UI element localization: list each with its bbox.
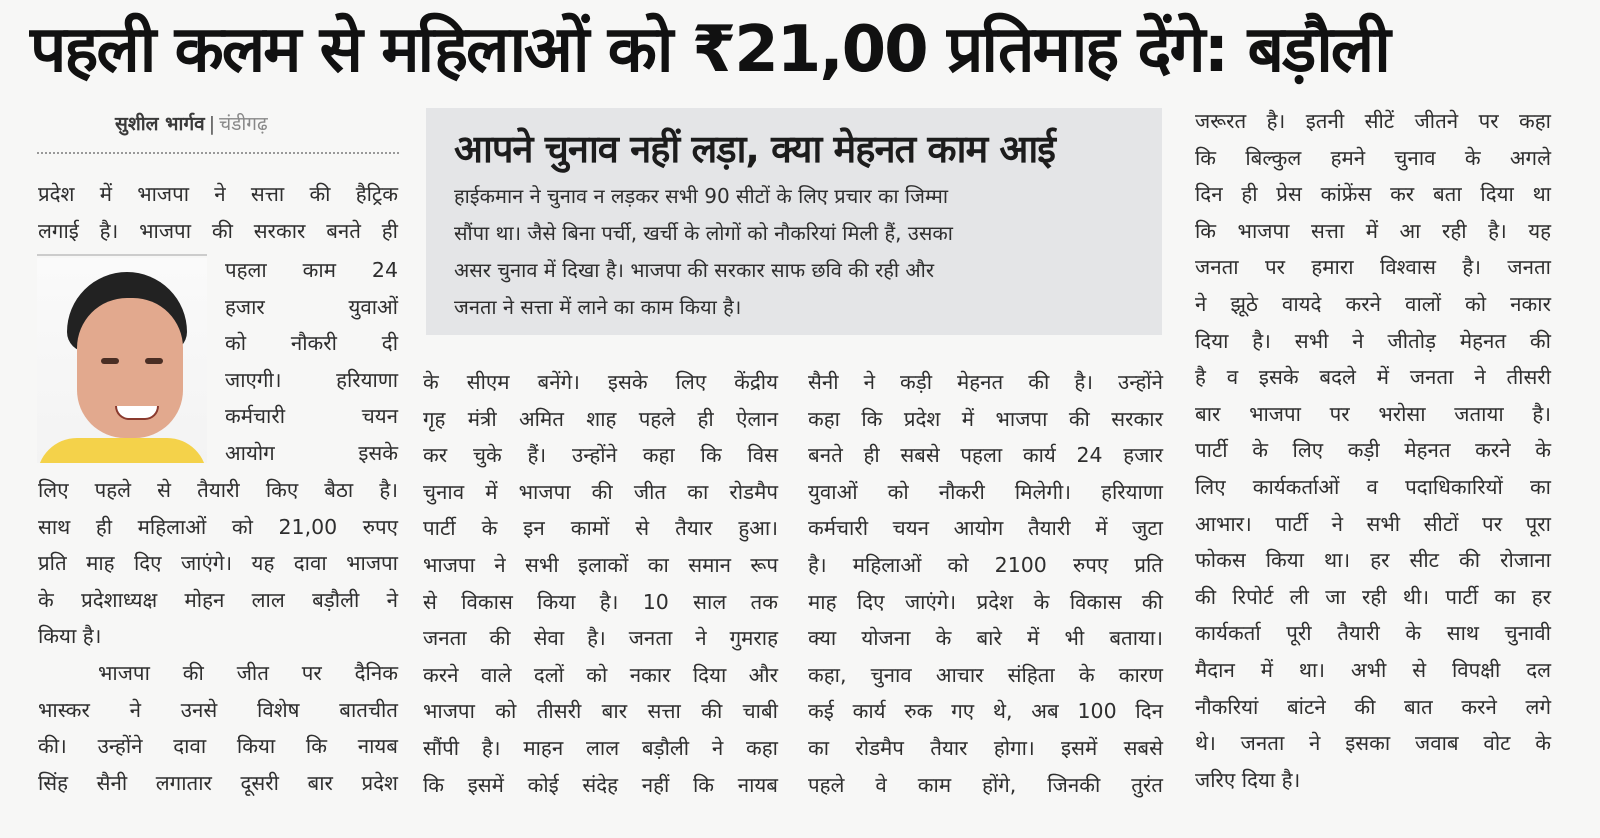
byline	[115, 110, 268, 136]
text-line: सिंह सैनी लगातार दूसरी बार प्रदेश	[38, 770, 398, 795]
text-line: के सीएम बनेंगे। इसके लिए केंद्रीय	[423, 370, 778, 394]
text-line: की रिपोर्ट ली जा रही थी। पार्टी का हर	[1195, 584, 1551, 609]
text-line: कि बिल्कुल हमने चुनाव के अगले	[1195, 145, 1551, 170]
text-line: का रोडमैप तैयार होगा। इसमें सबसे	[808, 735, 1163, 760]
byline-author: सुशील भार्गव	[115, 113, 205, 135]
text-line: के प्रदेशाध्यक्ष मोहन लाल बड़ौली ने	[38, 587, 398, 612]
text-line: लिए पहले से तैयारी किए बैठा है।	[38, 478, 398, 502]
text-line: कार्यकर्ता पूरी तैयारी के साथ चुनावी	[1195, 621, 1551, 646]
text-line: दिन ही प्रेस कांफ्रेंस कर बता दिया था	[1195, 182, 1551, 207]
text-line: नौकरियां बांटने की बात करने लगे	[1195, 694, 1551, 719]
text-line: सौंपा था। जैसे बिना पर्ची, खर्ची के लोगों को नौकरियां मिली हैं, उसका	[454, 221, 953, 245]
text-line: माह दिए जाएंगे। प्रदेश के विकास की	[808, 589, 1163, 614]
text-line: लिए कार्यकर्ताओं व पदाधिकारियों का	[1195, 474, 1551, 499]
byline-divider	[37, 152, 399, 154]
text-line: किया है।	[38, 624, 102, 649]
text-line: भास्कर ने उनसे विशेष बातचीत	[38, 697, 398, 722]
text-line: कर्मचारी चयन	[225, 404, 398, 429]
photo-shirt	[37, 438, 207, 463]
photo-eye-right	[145, 358, 163, 364]
text-line: बनते ही सबसे पहला कार्य 24 हजार	[808, 443, 1163, 468]
text-line: प्रदेश में भाजपा ने सत्ता की हैट्रिक	[38, 182, 398, 206]
text-line: आयोग इसके	[225, 440, 398, 465]
text-line: को नौकरी दी	[225, 331, 398, 356]
text-line: है व इसके बदले में जनता ने तीसरी	[1195, 365, 1551, 390]
photo-eye-left	[101, 358, 119, 364]
text-line: असर चुनाव में दिखा है। भाजपा की सरकार साफ छवि की रही और	[454, 258, 935, 282]
text-line: जनता की सेवा है। जनता ने गुमराह	[423, 626, 778, 651]
text-line: दिया है। सभी ने जीतोड़ मेहनत की	[1195, 328, 1551, 353]
headline: पहली कलम से महिलाओं को ₹21,00 प्रतिमाह देंगे: बड़ौली	[30, 13, 1389, 87]
text-line: प्रति माह दिए जाएंगे। यह दावा भाजपा	[38, 551, 398, 576]
portrait-photo	[37, 258, 207, 463]
column-4	[1195, 103, 1551, 798]
text-line: कहा, चुनाव आचार संहिता के कारण	[808, 662, 1163, 687]
text-line: कि भाजपा सत्ता में आ रही है। यह	[1195, 218, 1551, 243]
text-line: पहला काम 24	[225, 258, 398, 282]
text-line: थे। जनता ने इसका जवाब वोट के	[1195, 731, 1551, 756]
text-line: से विकास किया है। 10 साल तक	[423, 589, 778, 614]
text-line: जाएगी। हरियाणा	[225, 367, 398, 392]
column-2	[423, 364, 778, 803]
text-line: कहा कि प्रदेश में भाजपा की सरकार	[808, 406, 1163, 431]
text-line: पहले वे काम होंगे, जिनकी तुरंत	[808, 772, 1163, 797]
text-line: पार्टी के लिए कड़ी मेहनत करने के	[1195, 438, 1551, 463]
text-line: आभार। पार्टी ने सभी सीटों पर पूरा	[1195, 511, 1551, 536]
column-1-wrap	[225, 252, 398, 472]
text-line: चुनाव में भाजपा की जीत का रोडमैप	[423, 479, 778, 504]
text-line: भाजपा ने सभी इलाकों का समान रूप	[423, 552, 778, 577]
text-line: जनता पर हमारा विश्वास है। जनता	[1195, 255, 1551, 280]
text-line: हजार युवाओं	[225, 294, 398, 319]
text-line: भाजपा को तीसरी बार सत्ता की चाबी	[423, 699, 778, 724]
photo-divider	[37, 254, 207, 256]
text-line: ने झूठे वायदे करने वालों को नकार	[1195, 291, 1551, 316]
text-line: लगाई है। भाजपा की सरकार बनते ही	[38, 218, 398, 243]
column-1-body	[38, 472, 398, 801]
text-line: सौंपी है। माहन लाल बड़ौली ने कहा	[423, 735, 778, 760]
text-line: गृह मंत्री अमित शाह पहले ही ऐलान	[423, 406, 778, 431]
text-line: मैदान में था। अभी से विपक्षी दल	[1195, 657, 1551, 682]
column-3	[808, 364, 1163, 803]
byline-location: चंडीगढ़	[219, 113, 268, 135]
text-line: जरिए दिया है।	[1195, 767, 1301, 792]
text-line: पार्टी के इन कामों से तैयार हुआ।	[423, 516, 778, 541]
text-line: फोकस किया था। हर सीट की रोजाना	[1195, 548, 1551, 573]
text-line: क्या योजना के बारे में भी बताया।	[808, 626, 1163, 651]
text-line: हाईकमान ने चुनाव न लड़कर सभी 90 सीटों के लिए प्रचार का जिम्मा	[454, 184, 949, 208]
text-line: की। उन्होंने दावा किया कि नायब	[38, 734, 398, 759]
inset-box	[426, 108, 1162, 335]
byline-separator: |	[208, 113, 216, 135]
column-1-intro	[38, 176, 398, 249]
text-line: सैनी ने कड़ी मेहनत की है। उन्होंने	[808, 370, 1163, 394]
text-line: है। महिलाओं को 2100 रुपए प्रति	[808, 552, 1163, 577]
text-line: कर्मचारी चयन आयोग तैयारी में जुटा	[808, 516, 1163, 541]
text-line: युवाओं को नौकरी मिलेगी। हरियाणा	[808, 479, 1163, 504]
text-line: कई कार्य रुक गए थे, अब 100 दिन	[808, 699, 1163, 724]
text-line: बार भाजपा पर भरोसा जताया है।	[1195, 401, 1551, 426]
text-line: करने वाले दलों को नकार दिया और	[423, 662, 778, 687]
text-line: जनता ने सत्ता में लाने का काम किया है।	[454, 295, 742, 319]
inset-body	[454, 178, 1134, 326]
inset-title: आपने चुनाव नहीं लड़ा, क्या मेहनत काम आई	[454, 127, 1055, 171]
text-line: कर चुके हैं। उन्होंने कहा कि विस	[423, 443, 778, 468]
text-line: कि इसमें कोई संदेह नहीं कि नायब	[423, 772, 778, 797]
text-line: भाजपा की जीत पर दैनिक	[98, 660, 398, 685]
text-line: जरूरत है। इतनी सीटें जीतने पर कहा	[1195, 109, 1551, 133]
text-line: साथ ही महिलाओं को 21,00 रुपए	[38, 514, 398, 539]
